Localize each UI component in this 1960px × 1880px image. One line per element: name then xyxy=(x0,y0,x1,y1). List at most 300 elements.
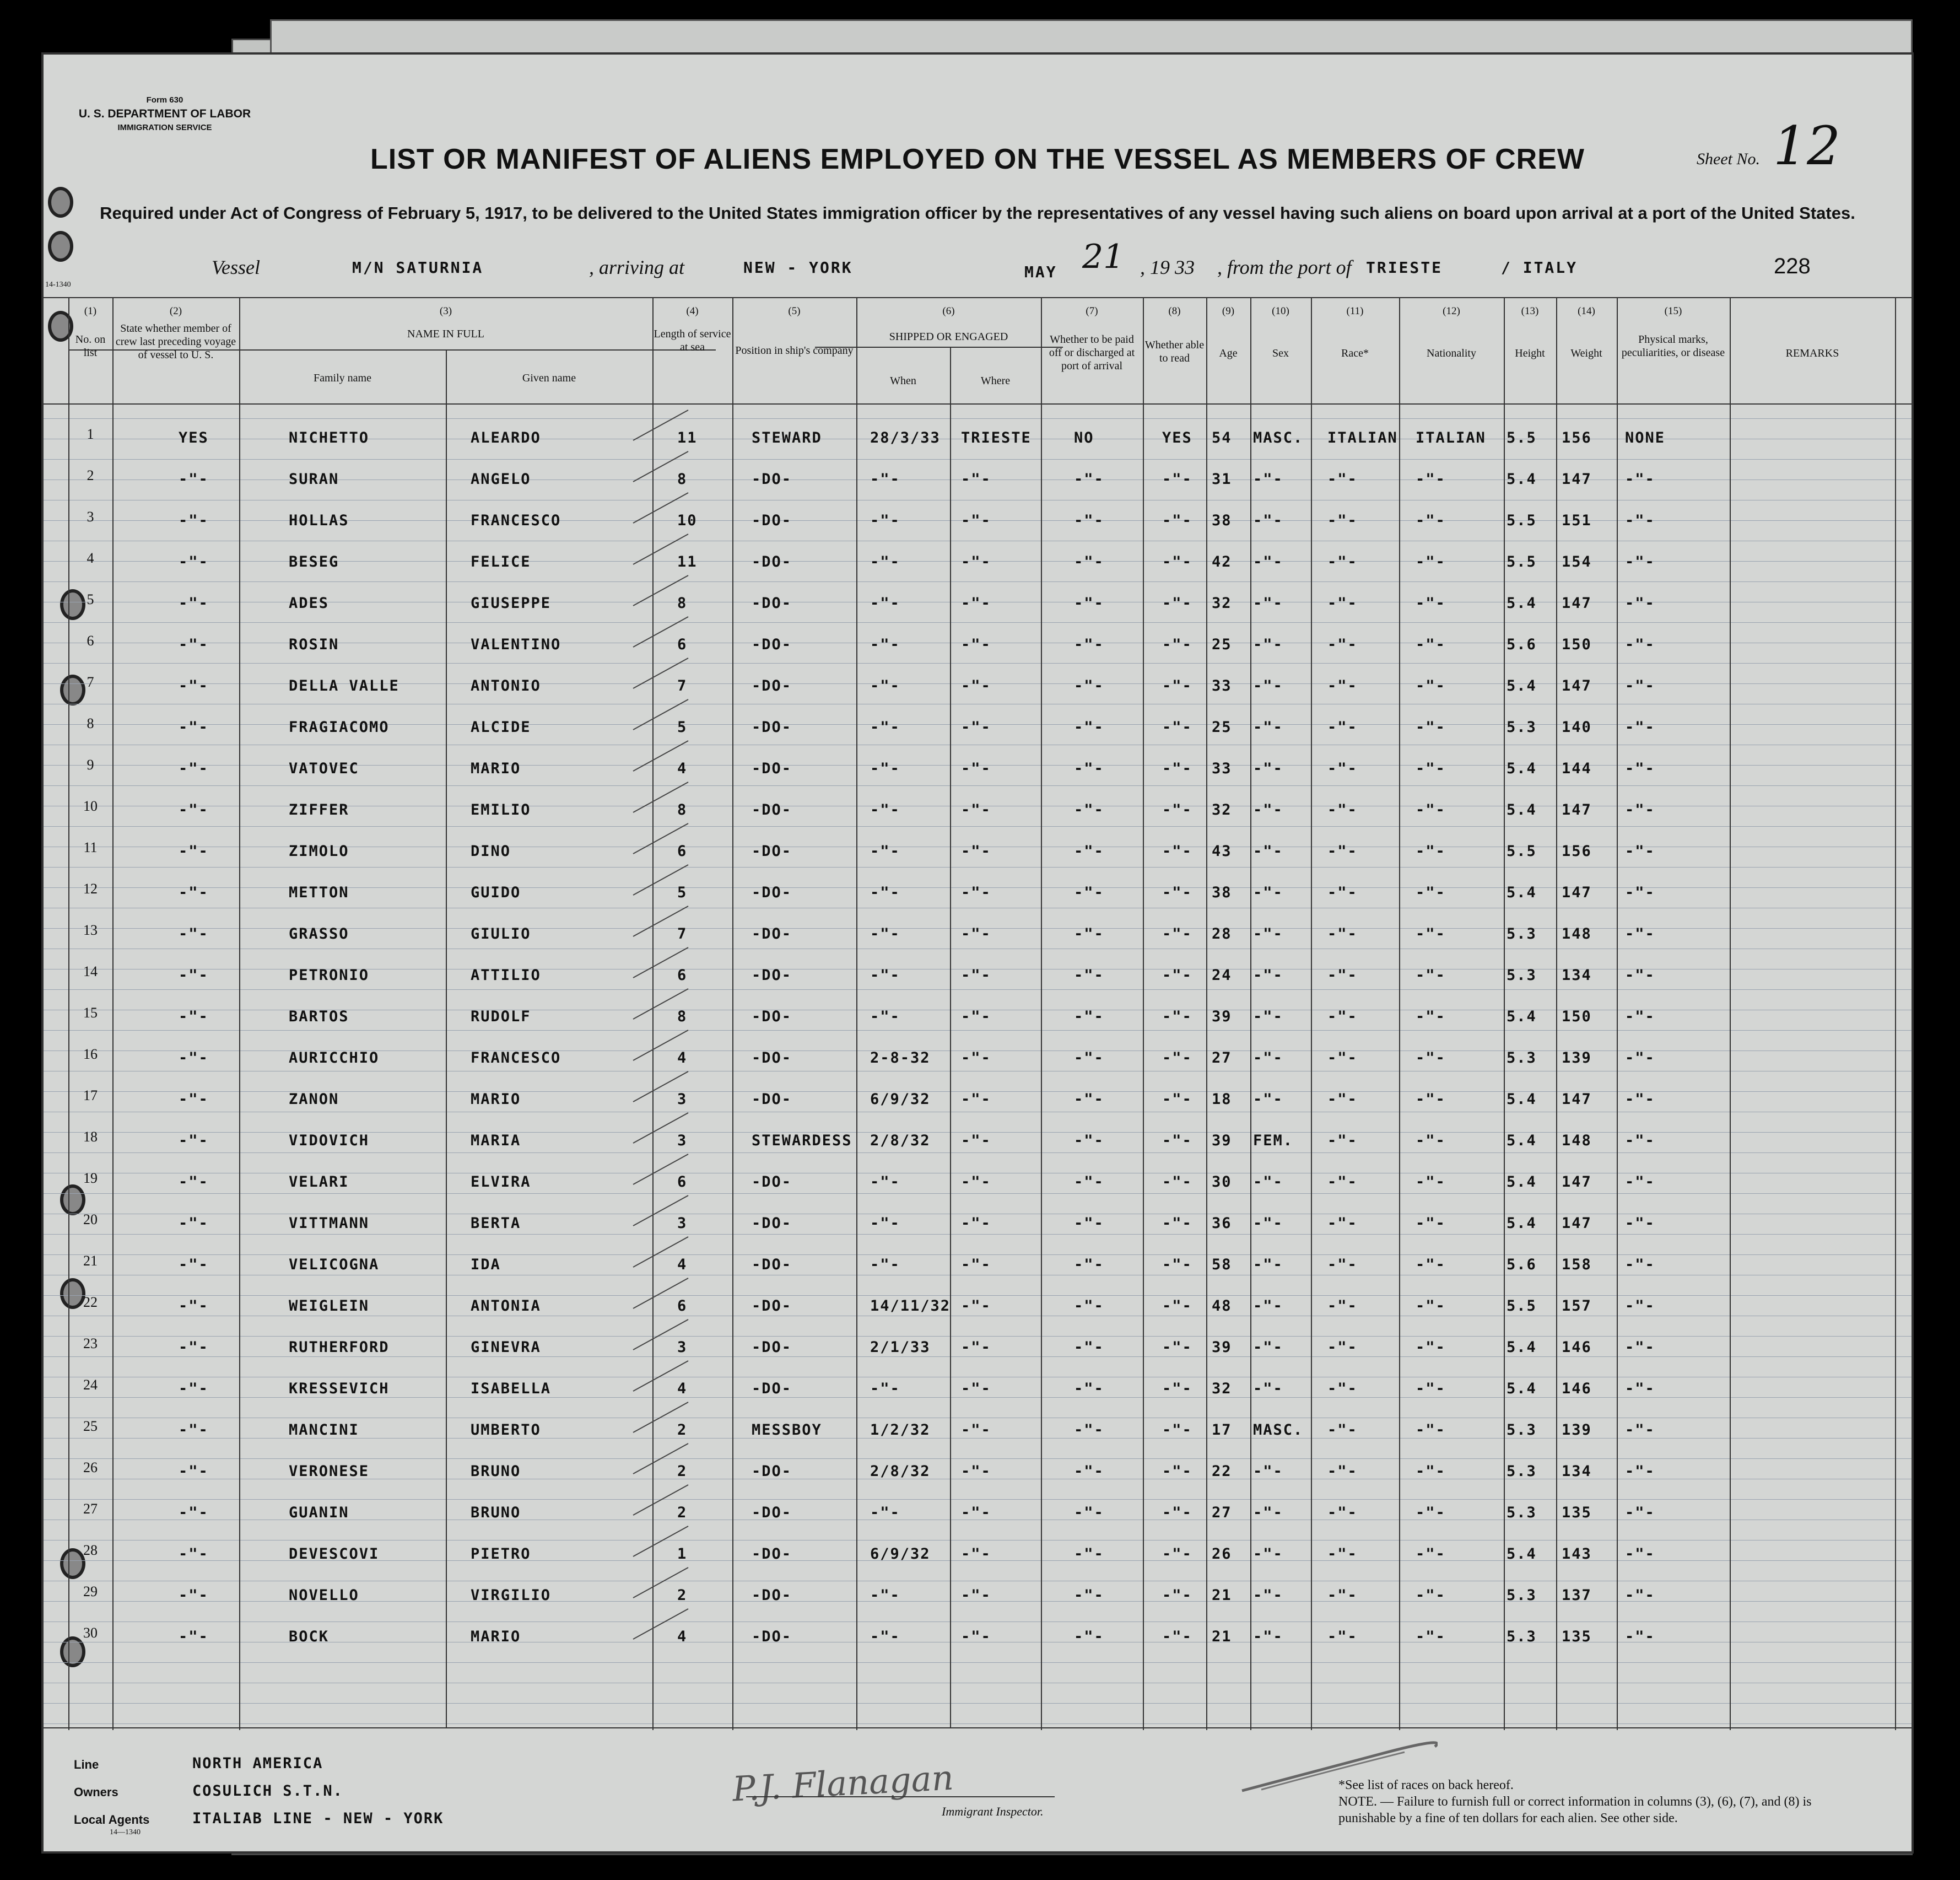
col-num-1: (1) xyxy=(84,305,97,317)
able-to-read-cell: -"- xyxy=(1162,677,1192,694)
previous-voyage-cell: -"- xyxy=(179,636,209,653)
paid-off-cell: -"- xyxy=(1074,1049,1104,1066)
col-num-9: (9) xyxy=(1222,305,1235,317)
given-name-cell: IDA xyxy=(471,1256,501,1273)
service-length-cell: 6 xyxy=(677,636,688,653)
race-cell: -"- xyxy=(1327,801,1358,818)
check-mark xyxy=(628,449,694,487)
previous-voyage-cell: -"- xyxy=(179,1091,209,1108)
height-cell: 5.3 xyxy=(1507,1628,1537,1645)
column-line xyxy=(1556,297,1557,1730)
list-number: 9 xyxy=(87,757,94,773)
paid-off-cell: -"- xyxy=(1074,1256,1104,1273)
previous-voyage-cell: -"- xyxy=(179,1173,209,1191)
ruled-line xyxy=(44,459,1912,460)
age-cell: 25 xyxy=(1212,719,1232,736)
weight-cell: 140 xyxy=(1562,719,1592,736)
service-length-cell: 11 xyxy=(677,429,698,446)
family-name-cell: VITTMANN xyxy=(289,1215,370,1232)
race-cell: -"- xyxy=(1327,677,1358,694)
paid-off-cell: -"- xyxy=(1074,801,1104,818)
nationality-cell: -"- xyxy=(1416,1008,1446,1025)
able-to-read-cell: -"- xyxy=(1162,1463,1192,1480)
ruled-line xyxy=(44,785,1912,786)
column-line xyxy=(1504,297,1505,1730)
weight-cell: 157 xyxy=(1562,1297,1592,1315)
shipped-where-cell: -"- xyxy=(961,677,991,694)
sex-cell: -"- xyxy=(1253,636,1283,653)
physical-marks-cell: -"- xyxy=(1625,636,1655,653)
given-name-cell: GINEVRA xyxy=(471,1339,541,1356)
race-cell: -"- xyxy=(1327,1587,1358,1604)
weight-cell: 147 xyxy=(1562,801,1592,818)
paid-off-cell: -"- xyxy=(1074,1545,1104,1563)
shipped-when-cell: -"- xyxy=(870,595,900,612)
page-subtitle: Required under Act of Congress of February 5, 1917, to be delivered to the United States immigration officer by the representatives of any vessel having such aliens on board upon arrival at a port of the United States. xyxy=(100,203,1855,223)
age-cell: 39 xyxy=(1212,1008,1232,1025)
service-length-cell: 1 xyxy=(677,1545,688,1563)
family-name-cell: VELARI xyxy=(289,1173,349,1191)
sex-cell: -"- xyxy=(1253,553,1283,570)
shipped-where-cell: -"- xyxy=(961,1628,991,1645)
given-name-cell: EMILIO xyxy=(471,801,531,818)
arrival-day: 21 xyxy=(1082,238,1125,276)
position-cell: -DO- xyxy=(752,1463,792,1480)
position-cell: -DO- xyxy=(752,884,792,901)
previous-voyage-cell: -"- xyxy=(179,1628,209,1645)
height-cell: 5.6 xyxy=(1507,636,1537,653)
race-cell: -"- xyxy=(1327,1049,1358,1066)
family-name-cell: ZIMOLO xyxy=(289,843,349,860)
arriving-label: , arriving at xyxy=(589,256,685,278)
list-number: 4 xyxy=(87,550,94,566)
previous-voyage-cell: -"- xyxy=(179,471,209,488)
position-cell: -DO- xyxy=(752,1049,792,1066)
height-cell: 5.4 xyxy=(1507,1215,1537,1232)
given-name-cell: DINO xyxy=(471,843,511,860)
age-cell: 24 xyxy=(1212,967,1232,984)
height-cell: 5.5 xyxy=(1507,553,1537,570)
check-mark xyxy=(628,1317,694,1355)
weight-cell: 147 xyxy=(1562,1091,1592,1108)
nationality-cell: -"- xyxy=(1416,719,1446,736)
previous-voyage-cell: -"- xyxy=(179,553,209,570)
ruled-line xyxy=(44,1397,1912,1398)
shipped-where-cell: -"- xyxy=(961,1173,991,1191)
age-cell: 54 xyxy=(1212,429,1232,446)
check-mark xyxy=(628,1275,694,1314)
able-to-read-cell: -"- xyxy=(1162,512,1192,529)
position-cell: -DO- xyxy=(752,1008,792,1025)
nationality-cell: -"- xyxy=(1416,1132,1446,1149)
able-to-read-cell: -"- xyxy=(1162,595,1192,612)
race-cell: -"- xyxy=(1327,1628,1358,1645)
shipped-when-cell: 14/11/32 xyxy=(870,1297,951,1315)
sex-cell: -"- xyxy=(1253,1380,1283,1397)
nationality-cell: -"- xyxy=(1416,967,1446,984)
position-cell: -DO- xyxy=(752,1504,792,1521)
nationality-cell: ITALIAN xyxy=(1416,429,1486,446)
sex-cell: -"- xyxy=(1253,1215,1283,1232)
physical-marks-cell: -"- xyxy=(1625,1545,1655,1563)
family-name-cell: ZANON xyxy=(289,1091,339,1108)
given-name-cell: ALCIDE xyxy=(471,719,531,736)
weight-cell: 143 xyxy=(1562,1545,1592,1563)
sex-cell: MASC. xyxy=(1253,1421,1304,1439)
list-number: 25 xyxy=(83,1418,98,1434)
shipped-when-cell: -"- xyxy=(870,925,900,942)
col-num-13: (13) xyxy=(1521,305,1539,317)
physical-marks-cell: -"- xyxy=(1625,677,1655,694)
able-to-read-cell: -"- xyxy=(1162,636,1192,653)
given-name-cell: ANTONIO xyxy=(471,677,541,694)
col-num-3: (3) xyxy=(439,305,452,317)
able-to-read-cell: -"- xyxy=(1162,1256,1192,1273)
sex-cell: -"- xyxy=(1253,719,1283,736)
able-to-read-cell: -"- xyxy=(1162,801,1192,818)
position-cell: -DO- xyxy=(752,471,792,488)
able-to-read-cell: -"- xyxy=(1162,471,1192,488)
able-to-read-cell: -"- xyxy=(1162,1545,1192,1563)
sex-cell: -"- xyxy=(1253,760,1283,777)
shipped-when-cell: -"- xyxy=(870,1587,900,1604)
service-length-cell: 3 xyxy=(677,1132,688,1149)
height-cell: 5.4 xyxy=(1507,1339,1537,1356)
paid-off-cell: -"- xyxy=(1074,677,1104,694)
height-cell: 5.4 xyxy=(1507,595,1537,612)
sex-cell: -"- xyxy=(1253,843,1283,860)
physical-marks-cell: -"- xyxy=(1625,1173,1655,1191)
paid-off-cell: -"- xyxy=(1074,1339,1104,1356)
paid-off-cell: -"- xyxy=(1074,553,1104,570)
paid-off-cell: -"- xyxy=(1074,1504,1104,1521)
sex-cell: -"- xyxy=(1253,471,1283,488)
physical-marks-cell: -"- xyxy=(1625,1628,1655,1645)
able-to-read-cell: -"- xyxy=(1162,553,1192,570)
shipped-when-cell: -"- xyxy=(870,719,900,736)
position-cell: MESSBOY xyxy=(752,1421,822,1439)
sex-cell: -"- xyxy=(1253,1008,1283,1025)
col-head-list-no: No. on list xyxy=(75,333,106,359)
col-num-10: (10) xyxy=(1272,305,1289,317)
physical-marks-cell: -"- xyxy=(1625,1297,1655,1315)
paid-off-cell: -"- xyxy=(1074,1380,1104,1397)
position-cell: -DO- xyxy=(752,553,792,570)
table-bottom-border xyxy=(44,1727,1912,1728)
race-cell: -"- xyxy=(1327,1545,1358,1563)
form-identifier xyxy=(66,93,264,134)
family-name-cell: HOLLAS xyxy=(289,512,349,529)
position-cell: -DO- xyxy=(752,925,792,942)
ruled-line xyxy=(44,622,1912,623)
able-to-read-cell: -"- xyxy=(1162,1587,1192,1604)
previous-voyage-cell: -"- xyxy=(179,843,209,860)
given-name-cell: MARIA xyxy=(471,1132,521,1149)
weight-cell: 147 xyxy=(1562,471,1592,488)
weight-cell: 147 xyxy=(1562,677,1592,694)
weight-cell: 147 xyxy=(1562,1215,1592,1232)
given-name-cell: MARIO xyxy=(471,1628,521,1645)
shipped-when-cell: -"- xyxy=(870,1380,900,1397)
weight-cell: 134 xyxy=(1562,967,1592,984)
ruled-line xyxy=(44,1295,1912,1296)
position-cell: -DO- xyxy=(752,801,792,818)
previous-voyage-cell: -"- xyxy=(179,801,209,818)
height-cell: 5.4 xyxy=(1507,1091,1537,1108)
check-mark xyxy=(628,738,694,777)
nationality-cell: -"- xyxy=(1416,1049,1446,1066)
age-cell: 36 xyxy=(1212,1215,1232,1232)
nationality-cell: -"- xyxy=(1416,760,1446,777)
height-cell: 5.4 xyxy=(1507,1173,1537,1191)
vessel-name: M/N SATURNIA xyxy=(352,258,484,277)
physical-marks-cell: -"- xyxy=(1625,1256,1655,1273)
able-to-read-cell: -"- xyxy=(1162,1173,1192,1191)
binder-hole xyxy=(60,1184,85,1215)
table-top-border xyxy=(44,297,1912,298)
shipped-where-cell: -"- xyxy=(961,1339,991,1356)
able-to-read-cell: -"- xyxy=(1162,925,1192,942)
col-head-service-length: Length of service at sea xyxy=(654,328,731,353)
family-name-cell: DEVESCOVI xyxy=(289,1545,380,1563)
height-cell: 5.4 xyxy=(1507,677,1537,694)
col-head-given-name: Given name xyxy=(522,372,576,384)
sex-cell: -"- xyxy=(1253,512,1283,529)
sex-cell: FEM. xyxy=(1253,1132,1294,1149)
check-mark xyxy=(628,1069,694,1107)
check-mark xyxy=(628,1358,694,1397)
col-head-previous-voyage: State whether member of crew last preceding voyage of vessel to U. S. xyxy=(115,322,236,361)
check-mark xyxy=(628,903,694,942)
physical-marks-cell: -"- xyxy=(1625,595,1655,612)
from-port-label: , from the port of xyxy=(1217,256,1352,278)
check-mark xyxy=(628,490,694,529)
list-number: 15 xyxy=(83,1005,98,1021)
shipped-when-cell: -"- xyxy=(870,677,900,694)
race-cell: -"- xyxy=(1327,471,1358,488)
col-head-family-name: Family name xyxy=(314,372,371,384)
nationality-cell: -"- xyxy=(1416,1421,1446,1439)
ruled-line xyxy=(44,581,1912,582)
sex-cell: -"- xyxy=(1253,1339,1283,1356)
check-mark xyxy=(628,697,694,735)
family-name-cell: VERONESE xyxy=(289,1463,370,1480)
physical-marks-cell: -"- xyxy=(1625,719,1655,736)
col-head-where: Where xyxy=(980,375,1011,387)
nationality-cell: -"- xyxy=(1416,553,1446,570)
shipped-when-cell: 2/8/32 xyxy=(870,1132,931,1149)
paid-off-cell: -"- xyxy=(1074,512,1104,529)
age-cell: 32 xyxy=(1212,1380,1232,1397)
race-cell: -"- xyxy=(1327,512,1358,529)
paid-off-cell: -"- xyxy=(1074,843,1104,860)
service-length-cell: 6 xyxy=(677,1297,688,1315)
shipped-when-cell: -"- xyxy=(870,884,900,901)
previous-voyage-cell: -"- xyxy=(179,925,209,942)
ruled-line xyxy=(44,867,1912,868)
able-to-read-cell: -"- xyxy=(1162,1504,1192,1521)
col-head-sex: Sex xyxy=(1272,347,1289,359)
inspector-label: Immigrant Inspector. xyxy=(942,1804,1044,1818)
previous-voyage-cell: -"- xyxy=(179,1380,209,1397)
physical-marks-cell: -"- xyxy=(1625,967,1655,984)
column-line xyxy=(1041,297,1042,1730)
service-length-cell: 2 xyxy=(677,1504,688,1521)
check-mark xyxy=(628,1565,694,1603)
col-head-name: NAME IN FULL xyxy=(407,328,484,340)
service-length-cell: 4 xyxy=(677,1628,688,1645)
col-num-5: (5) xyxy=(788,305,801,317)
race-cell: -"- xyxy=(1327,1008,1358,1025)
shipped-where-cell: -"- xyxy=(961,1587,991,1604)
race-cell: -"- xyxy=(1327,1380,1358,1397)
height-cell: 5.4 xyxy=(1507,1008,1537,1025)
arrival-year: , 19 33 xyxy=(1140,256,1195,278)
age-cell: 28 xyxy=(1212,925,1232,942)
race-cell: -"- xyxy=(1327,1215,1358,1232)
age-cell: 26 xyxy=(1212,1545,1232,1563)
race-cell: -"- xyxy=(1327,595,1358,612)
shipped-where-cell: -"- xyxy=(961,1463,991,1480)
list-number: 14 xyxy=(83,963,98,979)
age-cell: 39 xyxy=(1212,1132,1232,1149)
height-cell: 5.5 xyxy=(1507,843,1537,860)
check-mark xyxy=(628,1027,694,1066)
physical-marks-cell: -"- xyxy=(1625,760,1655,777)
shipped-where-cell: -"- xyxy=(961,760,991,777)
family-name-cell: PETRONIO xyxy=(289,967,370,984)
paid-off-cell: -"- xyxy=(1074,471,1104,488)
race-cell: -"- xyxy=(1327,967,1358,984)
family-name-cell: RUTHERFORD xyxy=(289,1339,390,1356)
race-cell: -"- xyxy=(1327,1173,1358,1191)
position-cell: -DO- xyxy=(752,636,792,653)
family-name-cell: NICHETTO xyxy=(289,429,370,446)
check-mark xyxy=(628,1523,694,1562)
shipped-when-cell: -"- xyxy=(870,1504,900,1521)
height-cell: 5.5 xyxy=(1507,512,1537,529)
nationality-cell: -"- xyxy=(1416,1339,1446,1356)
able-to-read-cell: -"- xyxy=(1162,1215,1192,1232)
previous-voyage-cell: -"- xyxy=(179,1297,209,1315)
service-name: IMMIGRATION SERVICE xyxy=(117,123,212,132)
given-name-cell: MARIO xyxy=(471,760,521,777)
sex-cell: -"- xyxy=(1253,1587,1283,1604)
page-number: 228 xyxy=(1774,254,1811,278)
family-name-cell: FRAGIACOMO xyxy=(289,719,390,736)
ruled-line xyxy=(44,1499,1912,1500)
nationality-cell: -"- xyxy=(1416,1380,1446,1397)
service-length-cell: 3 xyxy=(677,1339,688,1356)
service-length-cell: 6 xyxy=(677,967,688,984)
column-line xyxy=(1311,297,1312,1730)
family-name-cell: WEIGLEIN xyxy=(289,1297,370,1315)
column-line xyxy=(1895,297,1896,1730)
age-cell: 33 xyxy=(1212,677,1232,694)
ruled-line xyxy=(44,1458,1912,1459)
paid-off-cell: -"- xyxy=(1074,1463,1104,1480)
position-cell: -DO- xyxy=(752,677,792,694)
shipped-where-cell: -"- xyxy=(961,1008,991,1025)
position-cell: -DO- xyxy=(752,595,792,612)
service-length-cell: 6 xyxy=(677,843,688,860)
previous-voyage-cell: -"- xyxy=(179,760,209,777)
col-head-shipped: SHIPPED OR ENGAGED xyxy=(889,331,1008,343)
nationality-cell: -"- xyxy=(1416,925,1446,942)
age-cell: 38 xyxy=(1212,884,1232,901)
service-length-cell: 7 xyxy=(677,925,688,942)
penalty-note: NOTE. — Failure to furnish full or correct information in columns (3), (6), (7), and (8) is punishable by a fine of ten dollars for each alien. See other side. xyxy=(1338,1795,1812,1825)
service-length-cell: 2 xyxy=(677,1587,688,1604)
age-cell: 30 xyxy=(1212,1173,1232,1191)
paid-off-cell: -"- xyxy=(1074,925,1104,942)
height-cell: 5.4 xyxy=(1507,801,1537,818)
previous-voyage-cell: -"- xyxy=(179,1049,209,1066)
ruled-line xyxy=(44,1723,1912,1724)
list-number: 16 xyxy=(83,1046,98,1062)
physical-marks-cell: -"- xyxy=(1625,1463,1655,1480)
form-number: Form 630 xyxy=(146,95,183,105)
height-cell: 5.3 xyxy=(1507,967,1537,984)
nationality-cell: -"- xyxy=(1416,677,1446,694)
service-length-cell: 7 xyxy=(677,677,688,694)
vessel-label: Vessel xyxy=(212,256,260,278)
position-cell: -DO- xyxy=(752,1380,792,1397)
weight-cell: 147 xyxy=(1562,595,1592,612)
given-name-cell: ALEARDO xyxy=(471,429,541,446)
position-cell: -DO- xyxy=(752,1173,792,1191)
previous-voyage-cell: -"- xyxy=(179,1256,209,1273)
check-mark xyxy=(628,779,694,818)
ruled-line xyxy=(44,1030,1912,1031)
age-cell: 39 xyxy=(1212,1339,1232,1356)
check-mark xyxy=(628,862,694,901)
able-to-read-cell: -"- xyxy=(1162,1421,1192,1439)
shipped-where-cell: -"- xyxy=(961,719,991,736)
shipped-where-cell: -"- xyxy=(961,1256,991,1273)
position-cell: -DO- xyxy=(752,843,792,860)
able-to-read-cell: -"- xyxy=(1162,1628,1192,1645)
check-mark xyxy=(628,407,694,446)
list-number: 13 xyxy=(83,922,98,938)
column-line xyxy=(1730,297,1731,1730)
list-number: 8 xyxy=(87,715,94,731)
col-num-12: (12) xyxy=(1443,305,1460,317)
paid-off-cell: -"- xyxy=(1074,1132,1104,1149)
given-name-cell: FELICE xyxy=(471,553,531,570)
column-line xyxy=(1250,297,1251,1730)
col-head-position: Position in ship's company xyxy=(735,344,854,357)
service-length-cell: 5 xyxy=(677,884,688,901)
nationality-cell: -"- xyxy=(1416,1628,1446,1645)
previous-voyage-cell: YES xyxy=(179,429,209,446)
owners-value: COSULICH S.T.N. xyxy=(192,1782,343,1800)
age-cell: 21 xyxy=(1212,1628,1232,1645)
position-cell: -DO- xyxy=(752,512,792,529)
family-name-cell: AURICCHIO xyxy=(289,1049,380,1066)
check-mark xyxy=(628,1441,694,1479)
check-mark xyxy=(628,655,694,694)
line-label: Line xyxy=(74,1758,99,1771)
nationality-cell: -"- xyxy=(1416,595,1446,612)
check-mark xyxy=(628,945,694,983)
race-cell: -"- xyxy=(1327,843,1358,860)
list-number: 21 xyxy=(83,1253,98,1269)
col-num-15: (15) xyxy=(1664,305,1682,317)
binder-hole xyxy=(48,231,73,262)
binder-hole xyxy=(48,187,73,218)
weight-cell: 154 xyxy=(1562,553,1592,570)
